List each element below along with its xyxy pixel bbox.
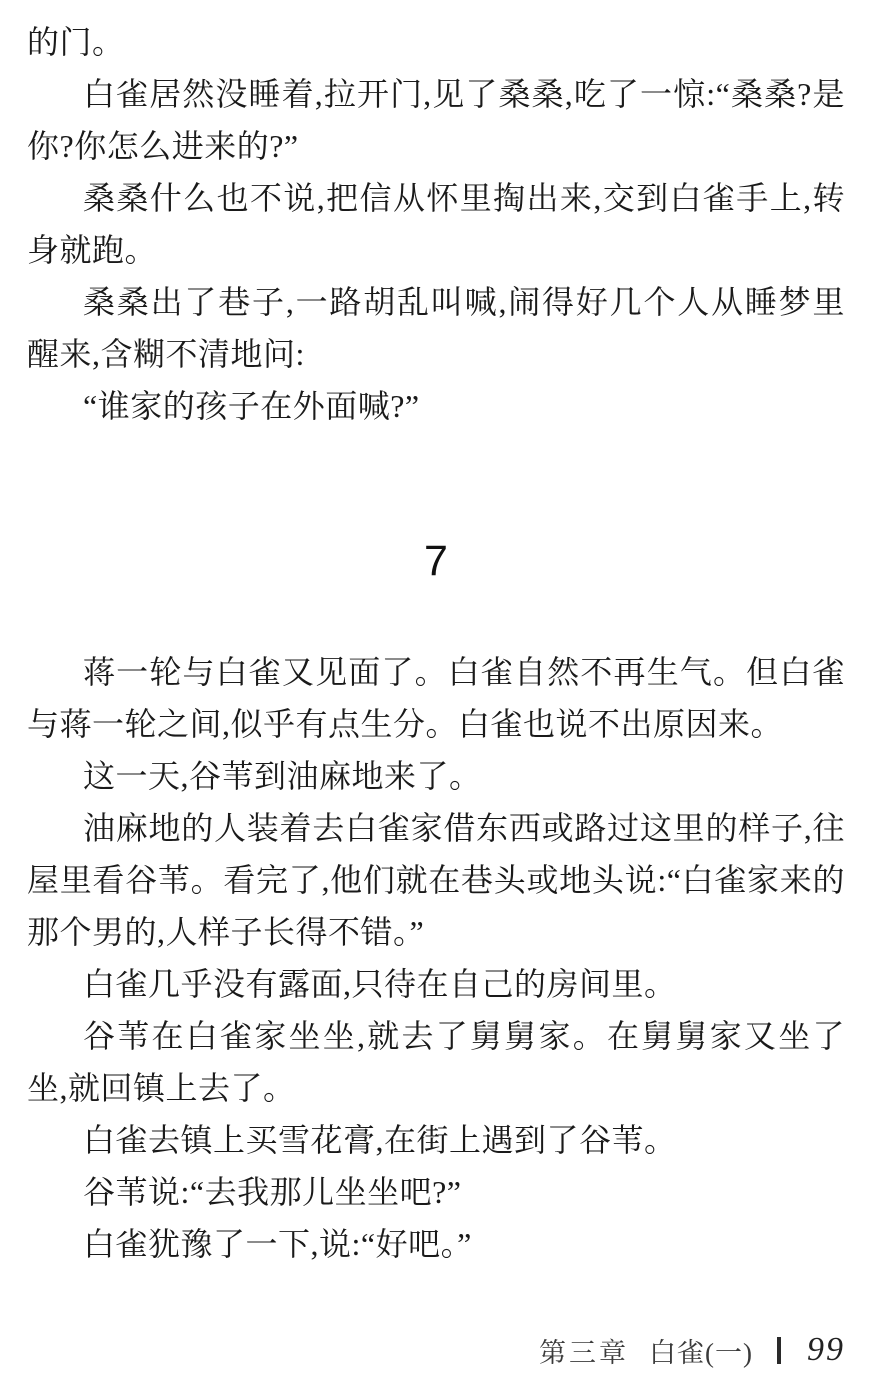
body-paragraph: 白雀犹豫了一下,说:“好吧。” (83, 1226, 472, 1262)
body-paragraph: 蒋一轮与白雀又见面了。白雀自然不再生气。但白雀与蒋一轮之间,似乎有点生分。白雀也说不出原因来。 (27, 654, 845, 742)
body-paragraph: 谷苇说:“去我那儿坐坐吧?” (83, 1174, 462, 1210)
footer-chapter-label: 第三章 (539, 1337, 630, 1368)
body-paragraph: “谁家的孩子在外面喊?” (83, 388, 420, 424)
footer-separator-bar (777, 1337, 781, 1364)
section-number-heading: 7 (424, 537, 448, 585)
footer-page-number: 99 (807, 1331, 845, 1368)
body-paragraph: 白雀几乎没有露面,只待在自己的房间里。 (83, 966, 677, 1002)
body-paragraph: 的门。 (27, 24, 125, 60)
page-footer (539, 1330, 845, 1370)
footer-chapter-title: 白雀(一) (649, 1337, 753, 1368)
body-paragraph: 白雀居然没睡着,拉开门,见了桑桑,吃了一惊:“桑桑?是你?你怎么进来的?” (27, 76, 845, 164)
body-paragraph: 桑桑什么也不说,把信从怀里掏出来,交到白雀手上,转身就跑。 (27, 180, 845, 268)
body-paragraph: 油麻地的人装着去白雀家借东西或路过这里的样子,往屋里看谷苇。看完了,他们就在巷头或地头说:“白雀家来的那个男的,人样子长得不错。” (27, 810, 845, 950)
body-paragraph: 这一天,谷苇到油麻地来了。 (83, 758, 482, 794)
body-paragraph: 桑桑出了巷子,一路胡乱叫喊,闹得好几个人从睡梦里醒来,含糊不清地问: (27, 284, 845, 372)
body-paragraph: 白雀去镇上买雪花膏,在街上遇到了谷苇。 (83, 1122, 677, 1158)
body-paragraph: 谷苇在白雀家坐坐,就去了舅舅家。在舅舅家又坐了坐,就回镇上去了。 (27, 1018, 845, 1106)
